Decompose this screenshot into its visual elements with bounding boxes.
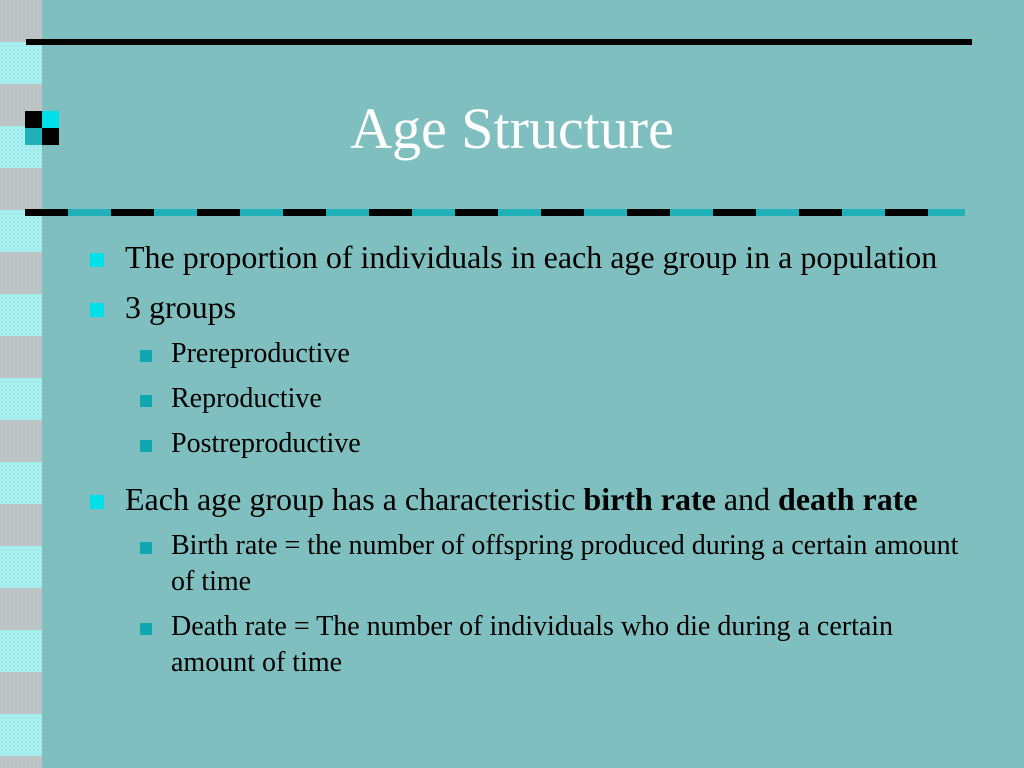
bullet-text: 3 groups (125, 289, 237, 325)
sub-bullet-text: Death rate = The number of individuals who die during a certain amount of time (171, 611, 894, 678)
sub-bullet-text: Prereproductive (171, 338, 350, 369)
title-square-icon (25, 111, 59, 145)
icon-square-tr (42, 111, 59, 128)
icon-square-bl (25, 128, 42, 145)
square-bullet-icon (90, 495, 104, 509)
bold-term-birth-rate: birth rate (583, 481, 716, 517)
bold-term-death-rate: death rate (778, 481, 918, 517)
sub-bullet-item (88, 609, 968, 681)
sub-bullet-item (88, 426, 968, 462)
bullet-text-part: and (715, 481, 779, 517)
bullet-text-part: Each age group has a characteristic (125, 481, 584, 517)
bullet-text: The proportion of individuals in each age group in a population (125, 239, 938, 275)
bullet-item (88, 236, 968, 279)
dashed-rule (25, 209, 965, 216)
sub-bullet-item (88, 336, 968, 372)
square-bullet-icon (90, 303, 104, 317)
bullet-item (88, 478, 968, 521)
square-bullet-icon (140, 350, 152, 362)
bullet-list (88, 236, 968, 690)
icon-square-tl (25, 111, 42, 128)
square-bullet-icon (140, 395, 152, 407)
square-bullet-icon (140, 623, 152, 635)
sub-bullet-text: Reproductive (171, 383, 322, 414)
sub-bullet-text: Birth rate = the number of offspring produced during a certain amount of time (171, 530, 959, 597)
square-bullet-icon (140, 542, 152, 554)
sub-bullet-item (88, 528, 968, 600)
square-bullet-icon (90, 253, 104, 267)
sub-bullet-text: Postreproductive (171, 428, 361, 459)
slide-title: Age Structure (350, 96, 674, 161)
icon-square-br (42, 128, 59, 145)
bullet-item (88, 286, 968, 329)
sub-bullet-item (88, 381, 968, 417)
top-rule (26, 39, 972, 45)
square-bullet-icon (140, 440, 152, 452)
